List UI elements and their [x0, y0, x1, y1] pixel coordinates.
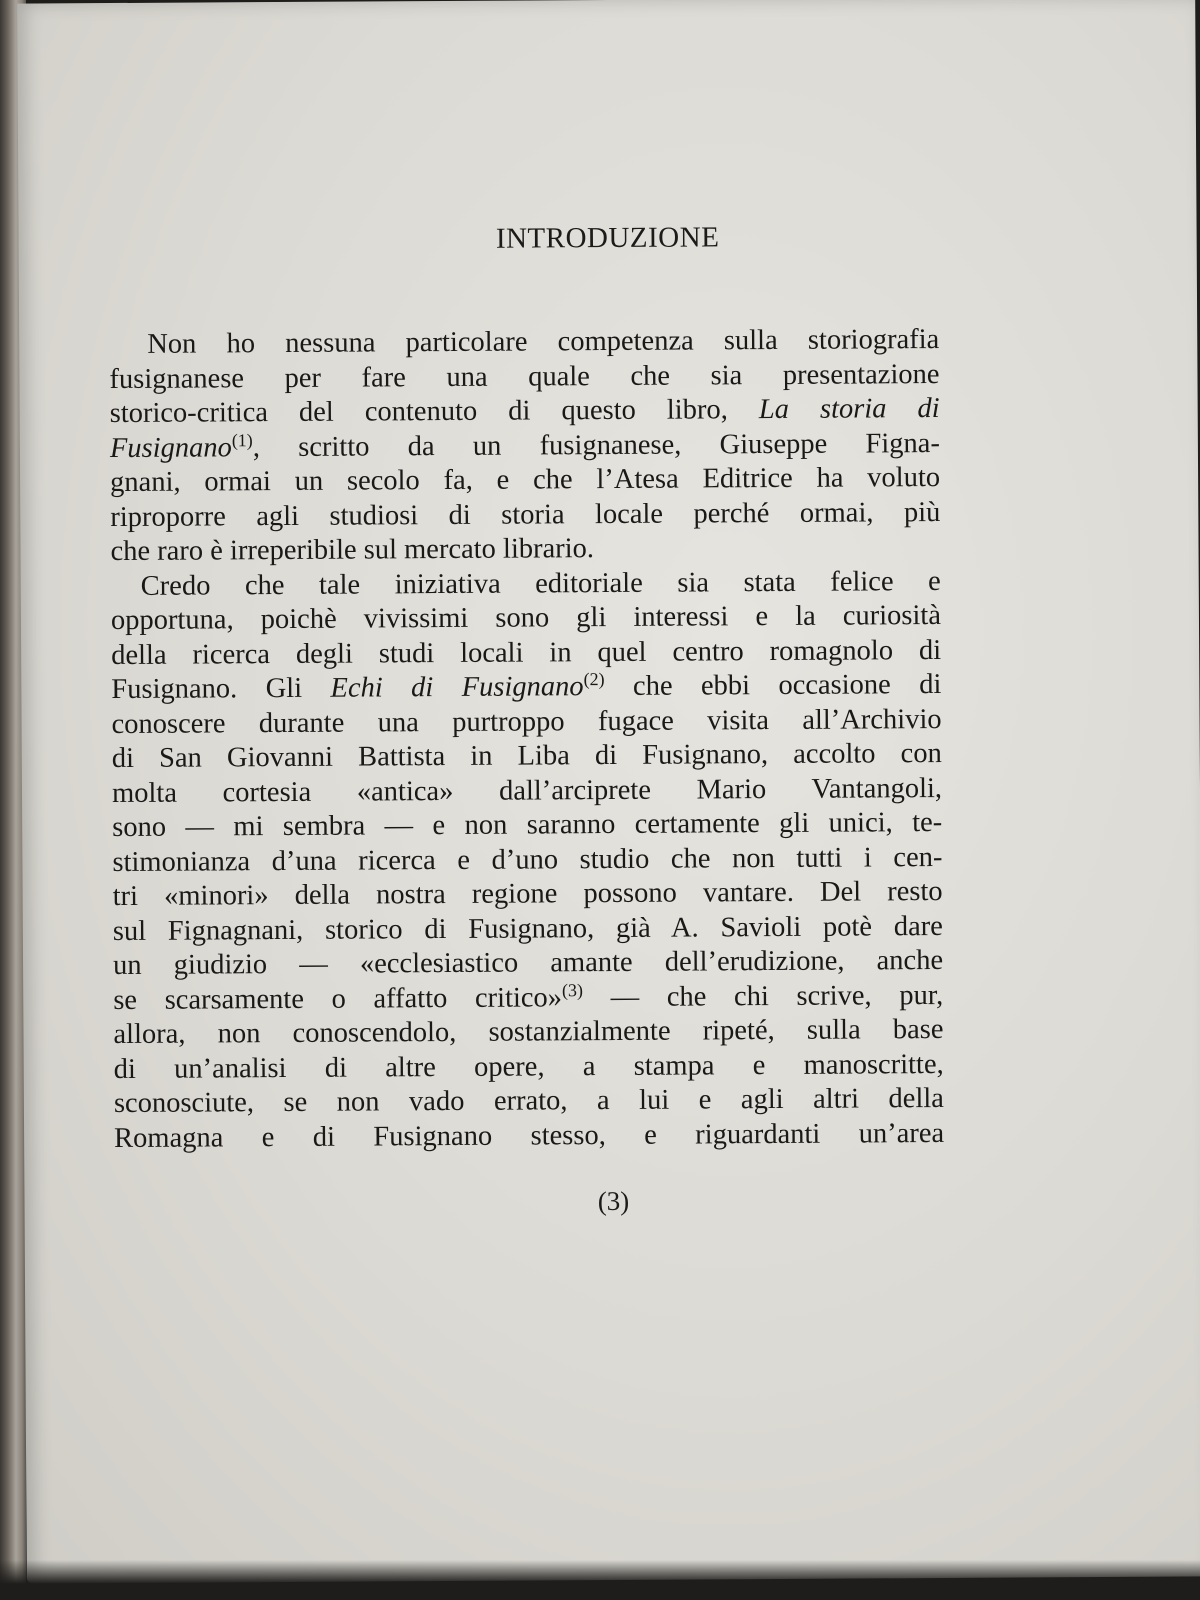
footnote-ref-3: (3) — [561, 979, 584, 1000]
book-title-italic: Fusignano — [109, 431, 232, 464]
text-line — [110, 392, 940, 432]
footnote-ref-2: (2) — [583, 669, 605, 690]
book-title-italic: La storia di — [758, 392, 940, 426]
text-line: di un’analisi di altre opere, a stampa e manoscritte, — [113, 1048, 944, 1085]
page-title: INTRODUZIONE — [495, 221, 720, 255]
paragraph-1 — [109, 323, 940, 570]
text-segment: storico-critica del contenuto di questo libro, — [109, 394, 759, 430]
text-segment: , scritto da un fusignanese, Giuseppe Figna- — [252, 427, 940, 463]
text-line: che raro è irreperibile sul mercato librario. — [110, 533, 595, 568]
text-segment: che ebbi occasione di — [604, 668, 942, 703]
text-line: un giudizio — «ecclesiastico amante dell’erudizione, anche — [112, 944, 944, 982]
text-line: Credo che tale iniziativa editoriale sia stata felice e — [140, 565, 941, 602]
text-line: tri «minori» della nostra regione possono vantare. Del resto — [112, 875, 943, 913]
text-line: sconosciute, se non vado errato, a lui e agli altri della — [113, 1082, 944, 1120]
body-text — [109, 323, 944, 1156]
text-line — [113, 978, 943, 1018]
text-line: molta cortesia «antica» dall’arciprete Mario Vantangoli, — [111, 772, 943, 809]
table-surface-shadow — [0, 1560, 1200, 1600]
journal-title-italic: Echi di Fusignano — [330, 671, 584, 704]
text-line — [111, 668, 941, 708]
text-line: Non ho nessuna particolare competenza sulla storiografia — [147, 323, 940, 360]
text-segment: se scarsamente o affatto critico» — [113, 981, 563, 1016]
text-line: Romagna e di Fusignano stesso, e riguardanti un’area — [114, 1117, 945, 1154]
page-number: (3) — [597, 1185, 630, 1217]
text-line: della ricerca degli studi locali in quel centro romagnolo di — [111, 634, 942, 671]
text-line: stimonianza d’una ricerca e d’uno studio che non tutti i cen- — [112, 841, 943, 878]
text-line: conoscere durante una purtroppo fugace visita all’Archivio — [111, 703, 942, 740]
paragraph-2 — [111, 564, 945, 1156]
text-line: sul Fignagnani, storico di Fusignano, già A. Savioli potè dare — [112, 910, 943, 947]
text-line: gnani, ormai un secolo fa, e che l’Atesa Editrice ha voluto — [110, 461, 941, 499]
text-segment: — che chi scrive, pur, — [582, 979, 944, 1013]
text-line: allora, non conoscendolo, sostanzialmente ripeté, sulla base — [113, 1013, 944, 1051]
text-segment: Fusignano. Gli — [111, 672, 331, 706]
text-line: riproporre agli studiosi di storia locale perché ormai, più — [110, 496, 941, 533]
text-line: sono — mi sembra — e non saranno certamente gli unici, te- — [112, 806, 943, 844]
text-line: di San Giovanni Battista in Liba di Fusignano, accolto con — [111, 737, 942, 775]
text-line: fusignanese per fare una quale che sia presentazione — [109, 358, 940, 395]
footnote-ref-1: (1) — [231, 429, 253, 450]
text-line: opportuna, poichè vivissimi sono gli interessi e la curiosità — [110, 599, 942, 637]
text-line — [110, 426, 940, 466]
book-page — [17, 0, 1200, 1584]
